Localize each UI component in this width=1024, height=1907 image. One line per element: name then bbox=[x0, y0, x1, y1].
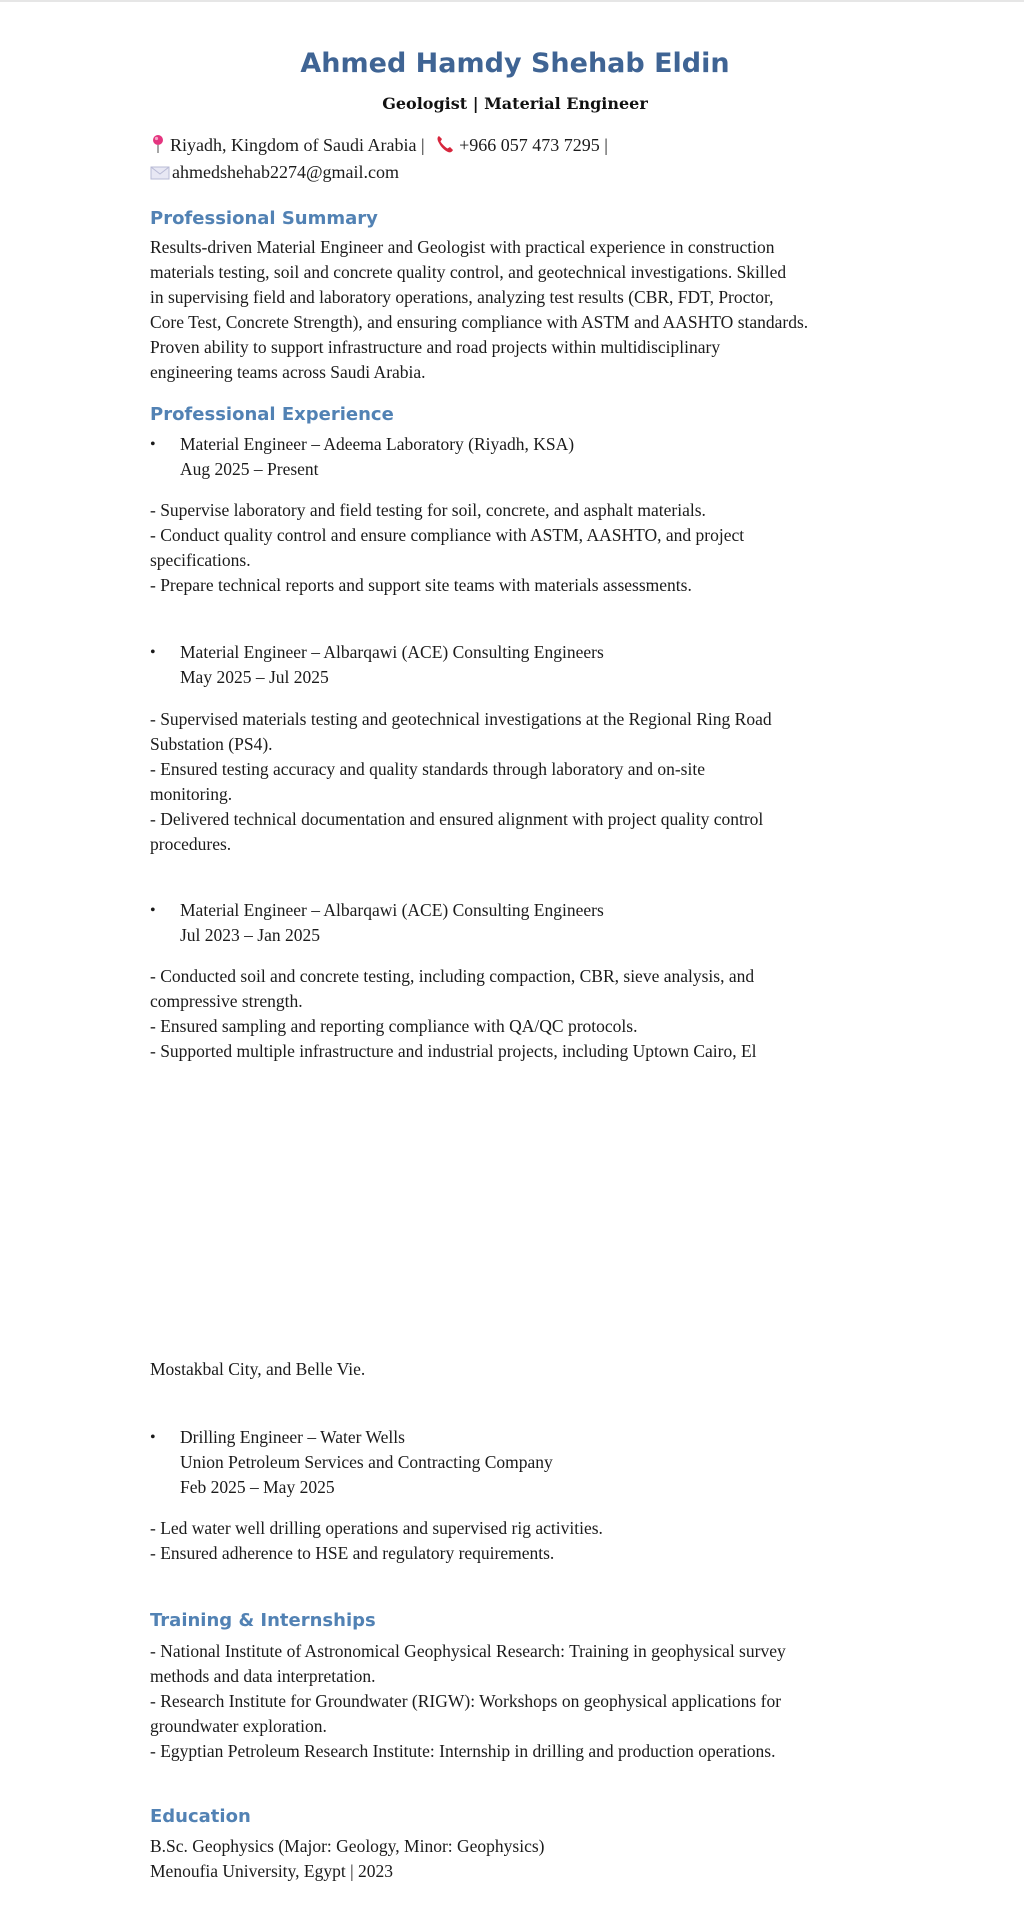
job-dates: May 2025 – Jul 2025 bbox=[180, 667, 329, 687]
candidate-name: Ahmed Hamdy Shehab Eldin bbox=[300, 48, 730, 79]
job-detail-line: procedures. bbox=[150, 834, 232, 854]
job-detail-line: - Led water well drilling operations and supervised rig activities. bbox=[150, 1518, 603, 1538]
job-details bbox=[150, 964, 880, 1064]
summary-heading: Professional Summary bbox=[150, 208, 378, 229]
education-details bbox=[150, 1834, 880, 1884]
bullet-marker: • bbox=[150, 644, 156, 661]
training-line: - Research Institute for Groundwater (RIGW): Workshops on geophysical applications for bbox=[150, 1691, 782, 1711]
education-school: Menoufia University, Egypt | 2023 bbox=[150, 1861, 393, 1881]
candidate-subtitle: Geologist | Material Engineer bbox=[382, 94, 648, 113]
job-details-continuation bbox=[150, 1357, 880, 1382]
training-line: groundwater exploration. bbox=[150, 1716, 327, 1736]
experience-heading: Professional Experience bbox=[150, 404, 394, 425]
job-detail-line: monitoring. bbox=[150, 784, 233, 804]
job-entry bbox=[150, 640, 880, 690]
training-list bbox=[150, 1639, 880, 1764]
job-title: Material Engineer – Adeema Laboratory (Riyadh, KSA) bbox=[180, 434, 575, 454]
job-detail-line: - Ensured sampling and reporting compliance with QA/QC protocols. bbox=[150, 1016, 638, 1036]
job-company: Union Petroleum Services and Contracting Company bbox=[180, 1452, 553, 1472]
job-detail-line: Mostakbal City, and Belle Vie. bbox=[150, 1359, 366, 1379]
job-entry bbox=[150, 1425, 880, 1500]
job-details bbox=[150, 1516, 880, 1566]
job-title: Drilling Engineer – Water Wells bbox=[180, 1427, 405, 1447]
job-detail-line: compressive strength. bbox=[150, 991, 303, 1011]
email-link[interactable]: ahmedshehab2274@gmail.com bbox=[172, 162, 400, 182]
job-detail-line: - Prepare technical reports and support site teams with materials assessments. bbox=[150, 575, 692, 595]
phone-icon bbox=[435, 134, 455, 159]
envelope-icon bbox=[150, 165, 170, 186]
job-detail-line: - Supported multiple infrastructure and industrial projects, including Uptown Cairo, El bbox=[150, 1041, 757, 1061]
bullet-marker: • bbox=[150, 436, 156, 453]
training-line: methods and data interpretation. bbox=[150, 1666, 376, 1686]
job-detail-line: - Supervised materials testing and geotechnical investigations at the Regional Ring Road bbox=[150, 709, 772, 729]
job-detail-line: - Ensured adherence to HSE and regulatory requirements. bbox=[150, 1543, 555, 1563]
summary-line: materials testing, soil and concrete quality control, and geotechnical investigations. Skilled bbox=[150, 262, 787, 282]
training-heading: Training & Internships bbox=[150, 1610, 376, 1631]
job-details bbox=[150, 707, 880, 857]
education-degree: B.Sc. Geophysics (Major: Geology, Minor: Geophysics) bbox=[150, 1836, 545, 1856]
summary-line: Proven ability to support infrastructure and road projects within multidisciplinary bbox=[150, 337, 721, 357]
training-line: - National Institute of Astronomical Geophysical Research: Training in geophysical survey bbox=[150, 1641, 786, 1661]
contact-line bbox=[150, 134, 608, 159]
job-dates: Aug 2025 – Present bbox=[180, 459, 319, 479]
map-pin-icon bbox=[150, 134, 166, 159]
job-detail-line: - Conducted soil and concrete testing, including compaction, CBR, sieve analysis, and bbox=[150, 966, 755, 986]
education-heading: Education bbox=[150, 1806, 251, 1827]
bullet-marker: • bbox=[150, 902, 156, 919]
job-detail-line: - Ensured testing accuracy and quality standards through laboratory and on-site bbox=[150, 759, 705, 779]
job-detail-line: - Delivered technical documentation and ensured alignment with project quality control bbox=[150, 809, 764, 829]
summary-line: Results-driven Material Engineer and Geologist with practical experience in construction bbox=[150, 237, 775, 257]
job-entry bbox=[150, 432, 880, 482]
job-title: Material Engineer – Albarqawi (ACE) Consulting Engineers bbox=[180, 642, 604, 662]
job-detail-line: specifications. bbox=[150, 550, 251, 570]
job-dates: Feb 2025 – May 2025 bbox=[180, 1477, 335, 1497]
job-title: Material Engineer – Albarqawi (ACE) Consulting Engineers bbox=[180, 900, 604, 920]
location-text: Riyadh, Kingdom of Saudi Arabia | bbox=[170, 135, 425, 155]
job-detail-line: - Supervise laboratory and field testing for soil, concrete, and asphalt materials. bbox=[150, 500, 706, 520]
email-line bbox=[150, 162, 399, 186]
page-top-border bbox=[0, 0, 1024, 2]
phone-text: +966 057 473 7295 | bbox=[459, 135, 608, 155]
summary-paragraph bbox=[150, 235, 880, 385]
training-line: - Egyptian Petroleum Research Institute: Internship in drilling and production operations. bbox=[150, 1741, 776, 1761]
summary-line: engineering teams across Saudi Arabia. bbox=[150, 362, 426, 382]
job-detail-line: Substation (PS4). bbox=[150, 734, 273, 754]
job-detail-line: - Conduct quality control and ensure compliance with ASTM, AASHTO, and project bbox=[150, 525, 745, 545]
summary-line: in supervising field and laboratory operations, analyzing test results (CBR, FDT, Proctor, bbox=[150, 287, 774, 307]
job-details bbox=[150, 498, 880, 598]
bullet-marker: • bbox=[150, 1429, 156, 1446]
job-entry bbox=[150, 898, 880, 948]
job-dates: Jul 2023 – Jan 2025 bbox=[180, 925, 320, 945]
summary-line: Core Test, Concrete Strength), and ensuring compliance with ASTM and AASHTO standards. bbox=[150, 312, 809, 332]
